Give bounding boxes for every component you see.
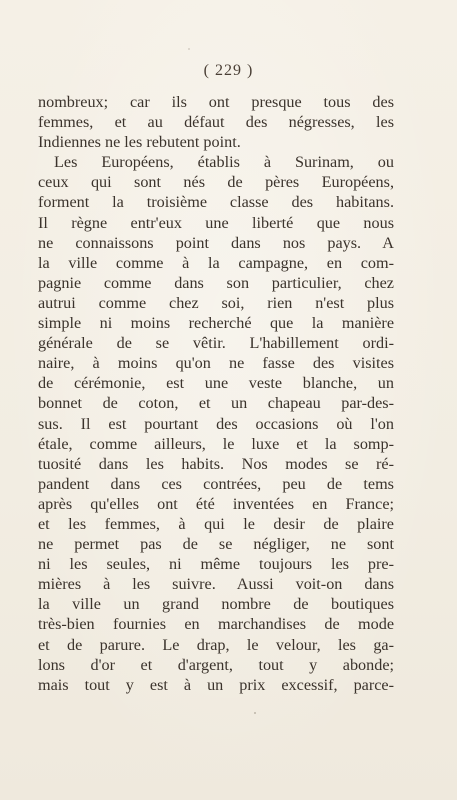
text-line: de cérémonie, est une veste blanche, un <box>38 374 394 393</box>
text-line: lons d'or et d'argent, tout y abonde; <box>38 655 394 674</box>
text-line: autrui comme chez soi, rien n'est plus <box>38 293 394 312</box>
text-line: la ville comme à la campagne, en com- <box>38 253 394 272</box>
text-line: sus. Il est pourtant des occasions où l'on <box>38 414 394 433</box>
text-line: nombreux; car ils ont presque tous des <box>38 93 394 111</box>
text-line: ceux qui sont nés de pères Européens, <box>38 173 394 192</box>
text-line: et de parure. Le drap, le velour, les ga- <box>38 635 394 654</box>
text-line: pagnie comme dans son particulier, chez <box>38 273 394 292</box>
text-line: Indiennes ne les rebutent point. <box>38 133 241 152</box>
text-line: générale de se vêtir. L'habillement ordi- <box>38 334 394 353</box>
text-line: Il règne entr'eux une liberté que nous <box>38 213 394 232</box>
text-line: ne connaissons point dans nos pays. A <box>38 233 394 252</box>
text-line: femmes, et au défaut des négresses, les <box>38 113 394 132</box>
text-line: ne permet pas de se négliger, ne sont <box>38 535 394 554</box>
text-line: pandent dans ces contrées, peu de tems <box>38 474 394 493</box>
body-text <box>38 92 394 695</box>
text-line: bonnet de coton, et un chapeau par-des- <box>38 394 394 413</box>
text-line: simple ni moins recherché que la manière <box>38 314 394 333</box>
paper-speck <box>188 48 190 50</box>
text-line: étale, comme ailleurs, le luxe et la somp- <box>38 434 394 453</box>
text-line: Les Européens, établis à Surinam, ou <box>54 153 394 172</box>
page-number: ( 229 ) <box>203 62 254 79</box>
text-line: mières à les suivre. Aussi voit-on dans <box>38 575 394 594</box>
paper-speck <box>254 712 256 714</box>
text-line: mais tout y est à un prix excessif, parce- <box>38 675 394 694</box>
text-line: ni les seules, ni même toujours les pre- <box>38 555 394 574</box>
text-line: et les femmes, à qui le desir de plaire <box>38 514 394 533</box>
text-line: après qu'elles ont été inventées en France; <box>38 494 394 513</box>
text-line: la ville un grand nombre de boutiques <box>38 595 394 614</box>
text-line: forment la troisième classe des habitans. <box>38 193 394 212</box>
text-line: naire, à moins qu'on ne fasse des visites <box>38 354 394 373</box>
text-line: très-bien fournies en marchandises de mode <box>38 615 394 634</box>
text-line: tuosité dans les habits. Nos modes se ré- <box>38 454 394 473</box>
